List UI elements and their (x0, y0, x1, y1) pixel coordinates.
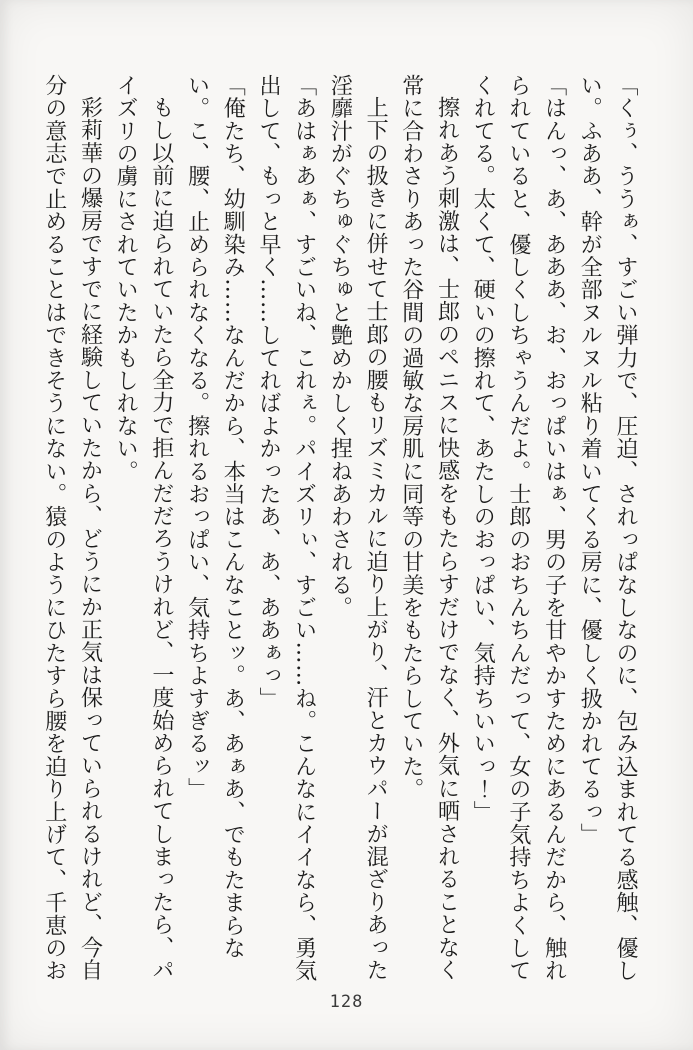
paragraph-narration-1: 擦れあう刺激は、士郎のペニスに快感をもたらすだけでなく、外気に晒されることなく常に合わさりあった谷間の過敏な房肌に同等の甘美をもたらしていた。 (398, 74, 460, 982)
paragraph-narration-3: もし以前に迫られていたら全力で拒んだだろうけれど、一度始められてしまったら、パイズリの虜にされていたかもしれない。 (113, 74, 174, 982)
paragraph-narration-4: 彩莉華の爆房ですでに経験していたから、どうにか正気は保っていられるけれど、今自分の意志で止めることはできそうにない。猿のようにひたすら腰を迫り上げて、千恵のお (41, 74, 103, 982)
paragraph-dialogue-3: 「あはぁあぁ、すごいね、これぇ。パイズリぃ、すごい……ね。こんなにイイなら、勇気出して、もっと早く……してればよかったあ、あ、ああぁっ」 (255, 74, 317, 982)
page-number: 128 (329, 992, 364, 1012)
page-text (36, 74, 643, 988)
paragraph-dialogue-4: 「俺たち、幼馴染み……なんだから、本当はこんなことッ。あ、あぁあ、でもたまらない。こ、腰、止められなくなる。擦れるおっぱい、気持ちよすぎるッ」 (184, 74, 246, 960)
paragraph-dialogue-2: 「はんっ、あ、あああ、お、おっぱいはぁ、男の子を甘やかすためにあるんだから、触れられていると、優しくしちゃうんだよ。士郎のおちんちんだって、女の子気持ちよくしてくれてる。太くて、硬いの擦れて、あたしのおっぱい、気持ちいいっ！」 (470, 74, 567, 982)
paragraph-narration-2: 上下の扱きに併せて士郎の腰もリズミカルに迫り上がり、汗とカウパーが混ざりあった淫靡汁がぐちゅぐちゅと艶めかしく捏ねあわされる。 (327, 74, 389, 982)
paragraph-dialogue-1: 「くぅ、ううぁ、すごい弾力で、圧迫、されっぱなしなのに、包み込まれてる感触、優しい。ふああ、幹が全部ヌルヌル粘り着いてくる房に、優しく扱かれてるっ」 (577, 74, 638, 982)
